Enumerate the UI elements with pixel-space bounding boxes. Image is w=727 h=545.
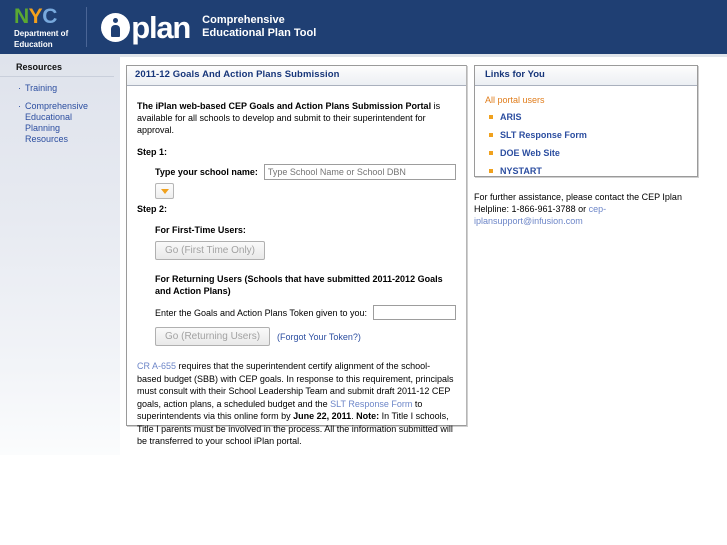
sidebar	[0, 57, 120, 455]
link-label[interactable]: SLT Response Form	[500, 130, 587, 140]
nyc-letters	[14, 6, 68, 27]
iplan-tagline	[202, 14, 316, 40]
sidebar-list	[0, 77, 120, 145]
square-bullet-icon	[489, 133, 493, 137]
square-bullet-icon	[489, 115, 493, 119]
panel-body	[127, 86, 466, 448]
link-item-slt-response-form[interactable]	[485, 130, 697, 140]
iplan-wordmark: plan	[131, 9, 191, 45]
assistance-line2	[474, 203, 706, 227]
step1-content	[137, 164, 456, 199]
link-item-doe-web-site[interactable]	[485, 148, 697, 158]
nyc-department-line1: Department of	[14, 28, 69, 38]
school-name-input[interactable]	[264, 164, 456, 180]
legal-paragraph	[137, 360, 456, 448]
app-header	[0, 0, 727, 54]
go-returning-button[interactable]: Go (Returning Users)	[155, 327, 270, 346]
first-time-users-heading: For First-Time Users:	[155, 225, 246, 235]
returning-users-heading: For Returning Users (Schools that have submitted 2011-2012 Goals and Action Plans)	[155, 274, 443, 296]
returning-actions	[155, 327, 456, 346]
tagline-line1: Comprehensive	[202, 14, 285, 26]
nyc-letter-n: N	[14, 4, 29, 28]
token-input[interactable]	[373, 305, 456, 320]
forgot-token-link[interactable]: (Forgot Your Token?)	[277, 331, 361, 342]
links-panel-body	[475, 86, 697, 176]
square-bullet-icon	[489, 151, 493, 155]
slt-response-form-link[interactable]: SLT Response Form	[330, 398, 413, 409]
square-bullet-icon	[489, 169, 493, 173]
link-label[interactable]: NYSTART	[500, 166, 542, 176]
link-label[interactable]: ARIS	[500, 112, 522, 122]
legal-text4: In Title I schools, Title I parents must be involved in the process. All the information submitted will be transferred to your school iPlan portal.	[137, 411, 453, 446]
sidebar-item-label[interactable]: Training	[25, 83, 58, 93]
iplan-person-icon	[101, 13, 130, 42]
assistance-line1: For further assistance, please contact the CEP Iplan	[474, 192, 682, 202]
intro-bold: The iPlan web-based CEP Goals and Action Plans Submission Portal	[137, 101, 432, 111]
nyc-letter-c: C	[42, 4, 57, 28]
step1-label: Step 1:	[137, 147, 168, 157]
bullet-icon: ·	[18, 83, 21, 93]
sidebar-item-training[interactable]	[18, 83, 120, 94]
legal-text3: .	[351, 411, 357, 421]
support-email-link[interactable]: cep-iplansupport@infusion.com	[474, 204, 607, 226]
step2-content	[137, 224, 456, 346]
link-item-nystart[interactable]	[485, 166, 697, 176]
legal-deadline: June 22, 2011	[293, 411, 352, 421]
assistance-text	[474, 191, 706, 227]
helpline-text: Helpline: 1-866-961-3788 or	[474, 204, 589, 214]
school-dropdown-button[interactable]	[155, 183, 174, 199]
step2-label: Step 2:	[137, 204, 168, 214]
header-divider	[86, 7, 87, 47]
nyc-doe-logo	[14, 6, 68, 49]
legal-text2: to superintendents via this online form by	[137, 398, 423, 421]
school-name-row	[155, 164, 456, 180]
links-panel-title: Links for You	[475, 66, 697, 86]
legal-text1: requires that the superintendent certify alignment of the school-based budget (SBB) with CEP goals. In response to this requirement, principals must consult with their School Leadership Team and submit draft 2011-12 CEP goals, action plans, a scheduled budget and the	[137, 361, 454, 409]
submission-panel	[126, 65, 467, 446]
bullet-icon: ·	[18, 101, 21, 111]
link-label[interactable]: DOE Web Site	[500, 148, 560, 158]
cr-a655-link[interactable]: CR A-655	[137, 361, 177, 371]
go-first-time-button[interactable]: Go (First Time Only)	[155, 241, 265, 260]
sidebar-item-label[interactable]: Comprehensive Educational Planning Resources	[25, 101, 89, 144]
sidebar-item-cep-resources[interactable]	[18, 101, 120, 145]
nyc-department-line2: Education	[14, 39, 53, 49]
token-label: Enter the Goals and Action Plans Token given to you:	[155, 307, 367, 318]
token-row	[155, 305, 456, 320]
sidebar-title: Resources	[0, 57, 114, 77]
link-item-aris[interactable]	[485, 112, 697, 122]
iplan-logo	[101, 9, 317, 45]
links-subheading: All portal users	[485, 95, 545, 105]
tagline-line2: Educational Plan Tool	[202, 27, 317, 39]
chevron-down-icon	[161, 189, 169, 194]
nyc-letter-y: Y	[28, 4, 43, 28]
intro-rest: is available for all schools to develop and submit to their superintendent for approval.	[137, 101, 441, 135]
legal-note-label: Note:	[356, 411, 380, 421]
intro-paragraph	[137, 100, 456, 136]
school-name-label: Type your school name:	[155, 167, 258, 177]
panel-title: 2011-12 Goals And Action Plans Submission	[127, 66, 466, 86]
links-panel	[474, 65, 698, 177]
